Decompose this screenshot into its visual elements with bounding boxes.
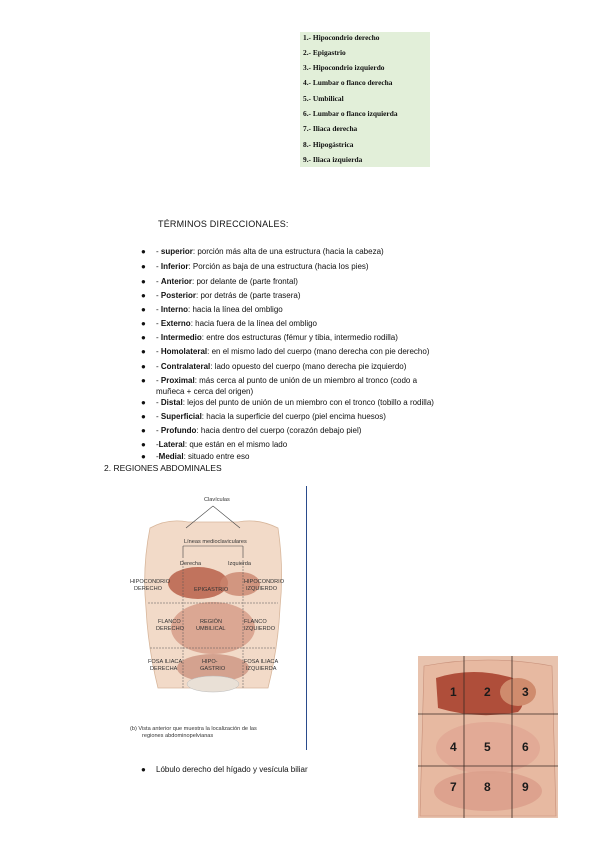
region-item: 3.- Hipocondrio izquierdo xyxy=(303,63,385,72)
svg-text:IZQUIERDA: IZQUIERDA xyxy=(246,666,277,672)
term-name: Lateral xyxy=(158,440,185,449)
region-number: 5 xyxy=(484,740,491,754)
svg-text:GASTRIO: GASTRIO xyxy=(200,666,226,672)
label-right: Derecha xyxy=(180,561,202,567)
region-item: 2.- Epigastrio xyxy=(303,48,346,57)
term-name: Superficial xyxy=(160,412,202,421)
bullet-icon: ● xyxy=(141,319,146,328)
region-number: 2 xyxy=(484,685,491,699)
bullet-icon: ● xyxy=(141,247,146,256)
term-name: Inferior xyxy=(160,262,189,271)
svg-text:DERECHO: DERECHO xyxy=(156,626,184,632)
label-fosa-iliaca-derecha: FOSA ILIACA xyxy=(148,659,183,665)
stomach-shape xyxy=(500,678,536,706)
term-definition: : lejos del punto de unión de un miembro con el tronco (tobillo a rodilla) xyxy=(182,398,434,407)
region-number: 3 xyxy=(522,685,529,699)
label-flanco-izquierdo: FLANCO xyxy=(244,619,267,625)
label-clavicles: Clavículas xyxy=(204,497,230,503)
liver-shape xyxy=(168,567,228,599)
region-item: 5.- Umbilical xyxy=(303,94,344,103)
term-name: Proximal xyxy=(160,376,195,385)
bullet-icon: ● xyxy=(141,277,146,286)
label-region-umbilical: REGIÓN xyxy=(200,619,223,625)
bullet-icon: ● xyxy=(141,412,146,421)
bullet-icon: ● xyxy=(141,362,146,371)
region-number: 4 xyxy=(450,740,457,754)
term-definition: : hacia la superficie del cuerpo (piel encima huesos) xyxy=(201,412,386,421)
region-item: 4.- Lumbar o flanco derecha xyxy=(303,78,393,87)
regions-list-box xyxy=(300,32,430,167)
figure-divider xyxy=(306,486,307,750)
term-name: Homolateral xyxy=(160,347,208,356)
label-hipocondrio-derecho: HIPOCONDRIO xyxy=(130,579,171,585)
bullet-icon: ● xyxy=(141,426,146,435)
bladder-shape xyxy=(187,676,239,692)
region-number: 1 xyxy=(450,685,457,699)
region-item: 1.- Hipocondrio derecho xyxy=(303,33,380,42)
label-flanco-derecho: FLANCO xyxy=(158,619,181,625)
bullet-icon: ● xyxy=(141,376,146,385)
region-number: 7 xyxy=(450,780,457,794)
svg-text:DERECHA: DERECHA xyxy=(150,666,178,672)
abdominal-grid-figure xyxy=(418,656,558,818)
bullet-icon: ● xyxy=(141,398,146,407)
term-name: Contralateral xyxy=(160,362,211,371)
bullet-icon: ● xyxy=(141,291,146,300)
abdominal-regions-figure xyxy=(128,488,298,743)
term-name: superior xyxy=(160,247,193,256)
region-number: 9 xyxy=(522,780,529,794)
term-name: Intermedio xyxy=(160,333,202,342)
term-definition: : hacia dentro del cuerpo (corazón debajo piel) xyxy=(196,426,362,435)
term-name: Distal xyxy=(160,398,183,407)
term-definition: : en el mismo lado del cuerpo (mano derecha con pie derecho) xyxy=(207,347,430,356)
svg-text:IZQUIERDO: IZQUIERDO xyxy=(246,586,278,592)
term-name: Externo xyxy=(160,319,191,328)
term-name: Posterior xyxy=(160,291,197,300)
bullet-icon: ● xyxy=(141,305,146,314)
region-item: 6.- Lumbar o flanco izquierda xyxy=(303,109,398,118)
svg-text:IZQUIERDO: IZQUIERDO xyxy=(244,626,276,632)
bullet-icon: ● xyxy=(141,347,146,356)
label-fosa-iliaca-izquierda: FOSA ILIACA xyxy=(244,659,279,665)
region-item: 7.- Iliaca derecha xyxy=(303,124,358,133)
terms-heading: TÉRMINOS DIRECCIONALES: xyxy=(158,219,289,229)
label-midclavicular: Líneas medioclaviculares xyxy=(184,539,247,545)
section-heading: 2. REGIONES ABDOMINALES xyxy=(104,463,222,473)
term-name: Interno xyxy=(160,305,188,314)
liver-item-text: Lóbulo derecho del hígado y vesícula biliar xyxy=(156,765,308,774)
term-name: Anterior xyxy=(160,277,193,286)
term-definition: : situado entre eso xyxy=(183,452,250,461)
term-definition: : hacia fuera de la línea del ombligo xyxy=(190,319,317,328)
svg-text:UMBILICAL: UMBILICAL xyxy=(196,626,226,632)
term-definition: : Porción as baja de una estructura (hacia los pies) xyxy=(188,262,369,271)
bullet-icon: ● xyxy=(141,440,146,449)
svg-text:regiones abdominopelvianas: regiones abdominopelvianas xyxy=(142,733,214,739)
region-item: 8.- Hipogástrica xyxy=(303,140,354,149)
term-definition: : hacia la línea del ombligo xyxy=(188,305,283,314)
term-definition: : por delante de (parte frontal) xyxy=(192,277,298,286)
term-name: Profundo xyxy=(160,426,197,435)
term-definition: : por detrás de (parte trasera) xyxy=(196,291,301,300)
bullet-icon: ● xyxy=(141,333,146,342)
bullet-icon: ● xyxy=(141,452,146,461)
term-definition: : que están en el mismo lado xyxy=(184,440,288,449)
bullet-icon: ● xyxy=(141,262,146,271)
bullet-icon: ● xyxy=(141,765,146,774)
label-hipocondrio-izquierdo: HIPOCONDRIO xyxy=(244,579,285,585)
region-item: 9.- Iliaca izquierda xyxy=(303,155,363,164)
term-definition: : más cerca al punto de unión de un miembro al tronco (codo a muñeca + cerca del origen) xyxy=(156,376,418,396)
label-hipogastrio: HIPO- xyxy=(202,659,218,665)
svg-text:DERECHO: DERECHO xyxy=(134,586,162,592)
region-number: 6 xyxy=(522,740,529,754)
figure-caption: (b) Vista anterior que muestra la localización de las xyxy=(130,726,257,732)
label-epigastrio: EPIGASTRIO xyxy=(194,587,229,593)
term-definition: : porción más alta de una estructura (hacia la cabeza) xyxy=(192,247,384,256)
region-number: 8 xyxy=(484,780,491,794)
label-left: Izquierda xyxy=(228,561,252,567)
term-definition: : lado opuesto del cuerpo (mano derecha pie izquierdo) xyxy=(210,362,407,371)
term-definition: : entre dos estructuras (fémur y tibia, intermedio rodilla) xyxy=(201,333,398,342)
term-name: Medial xyxy=(158,452,184,461)
